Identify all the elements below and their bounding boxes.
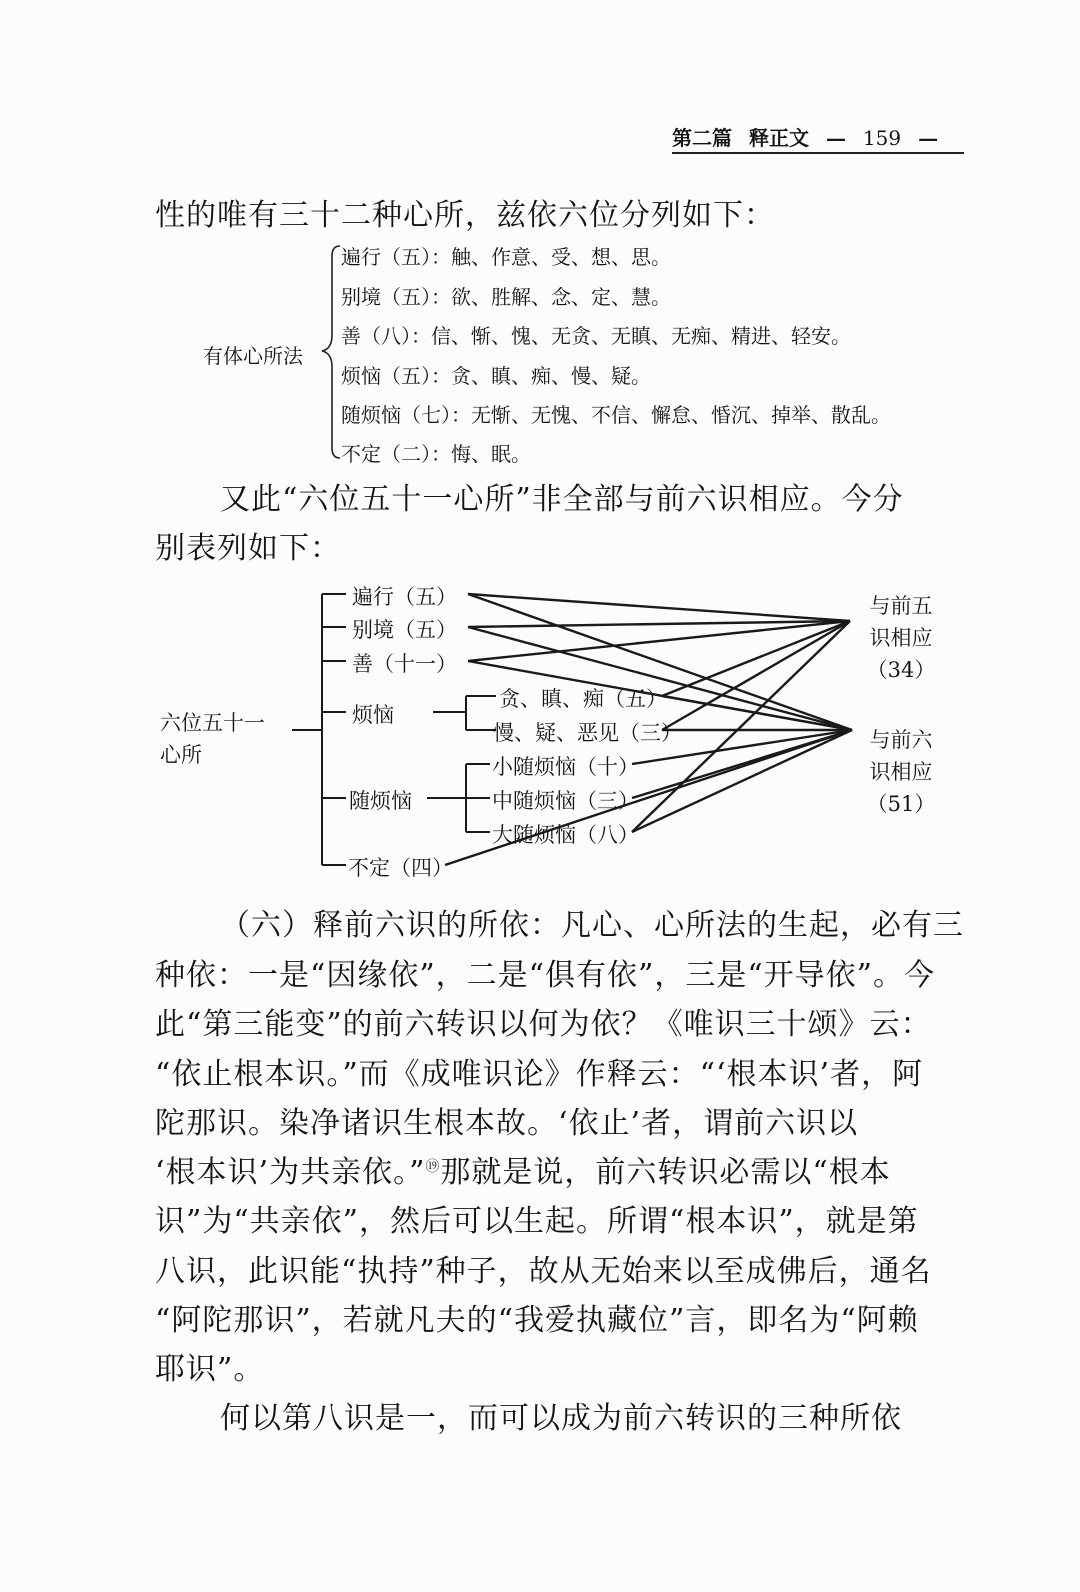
para2-line: 别表列如下： [155, 531, 341, 566]
page-number: 159 [862, 126, 902, 150]
body-line-part: 那就是说，前六转识必需以“根本 [440, 1155, 891, 1190]
node-bianxing: 遍行（五） [352, 585, 457, 609]
body-line-part: ‘根本识’为共亲依。” [155, 1155, 426, 1190]
node-fannao-a: 贪、瞋、痴（五） [499, 687, 667, 711]
body-line: “阿陀那识”，若就凡夫的“我爱执藏位”言，即名为“阿赖 [155, 1303, 919, 1338]
table1-label: 有体心所法 [203, 344, 303, 368]
body-line-with-footnote [155, 1147, 891, 1191]
intro-line: 性的唯有三十二种心所，兹依六位分列如下： [155, 198, 775, 233]
target-qianwu [856, 590, 946, 686]
node-fannao-b: 慢、疑、恶见（三） [493, 721, 682, 745]
page-dash-right: — [918, 126, 939, 150]
target-qianliu-line: 识相应 [869, 760, 933, 784]
diagram-root-line2: 心所 [160, 743, 202, 767]
body-line: 种依：一是“因缘依”，二是“俱有依”，三是“开导依”。今 [155, 958, 936, 993]
body-line: 陀那识。染净诸识生根本故。‘依止’者，谓前六识以 [155, 1106, 859, 1141]
body-line: “依止根本识。”而《成唯识论》作释云：“‘根本识’者，阿 [155, 1057, 924, 1092]
page-dash-left: — [825, 126, 846, 150]
node-sui-big: 大随烦恼（八） [492, 823, 639, 847]
table1-row: 不定（二）：悔、眠。 [341, 442, 531, 466]
chapter-label: 释正文 [748, 126, 809, 150]
diagram-root-line1: 六位五十一 [160, 711, 265, 735]
table1-row: 善（八）：信、惭、愧、无贪、无瞋、无痴、精进、轻安。 [341, 324, 851, 348]
node-suifannao: 随烦恼 [349, 789, 412, 813]
node-fannao: 烦恼 [352, 703, 394, 727]
part-label: 第二篇 [672, 126, 732, 150]
footnote-mark: ⑲ [425, 1159, 441, 1175]
node-buding: 不定（四） [348, 856, 453, 880]
node-sui-mid: 中随烦恼（三） [492, 789, 639, 813]
target-qianliu-line: （51） [866, 792, 936, 816]
table1-row: 别境（五）：欲、胜解、念、定、慧。 [341, 285, 671, 309]
node-sui-small: 小随烦恼（十） [492, 755, 639, 779]
table1-row: 随烦恼（七）：无惭、无愧、不信、懈怠、惛沉、掉举、散乱。 [341, 403, 891, 427]
table1-row: 烦恼（五）：贪、瞋、痴、慢、疑。 [341, 364, 651, 388]
target-qianwu-line: （34） [866, 658, 936, 682]
body-line: 此“第三能变”的前六转识以何为依？《唯识三十颂》云： [155, 1007, 932, 1042]
target-qianwu-line: 与前五 [869, 594, 933, 618]
target-qianliu-line: 与前六 [869, 728, 933, 752]
body-line: 八识，此识能“执持”种子，故从无始来以至成佛后，通名 [155, 1254, 932, 1289]
body-line: （六）释前六识的所依：凡心、心所法的生起，必有三 [220, 908, 964, 943]
para2-line: 又此“六位五十一心所”非全部与前六识相应。今分 [220, 482, 904, 517]
body-line: 耶识”。 [155, 1352, 265, 1387]
node-shan: 善（十一） [352, 652, 457, 676]
body-line: 识”为“共亲依”，然后可以生起。所谓“根本识”，就是第 [155, 1204, 919, 1239]
target-qianliu [856, 724, 946, 820]
table1-row: 遍行（五）：触、作意、受、想、思。 [341, 245, 671, 269]
node-biejing: 别境（五） [352, 618, 457, 642]
body-line: 何以第八识是一，而可以成为前六转识的三种所依 [220, 1401, 902, 1436]
target-qianwu-line: 识相应 [869, 626, 933, 650]
